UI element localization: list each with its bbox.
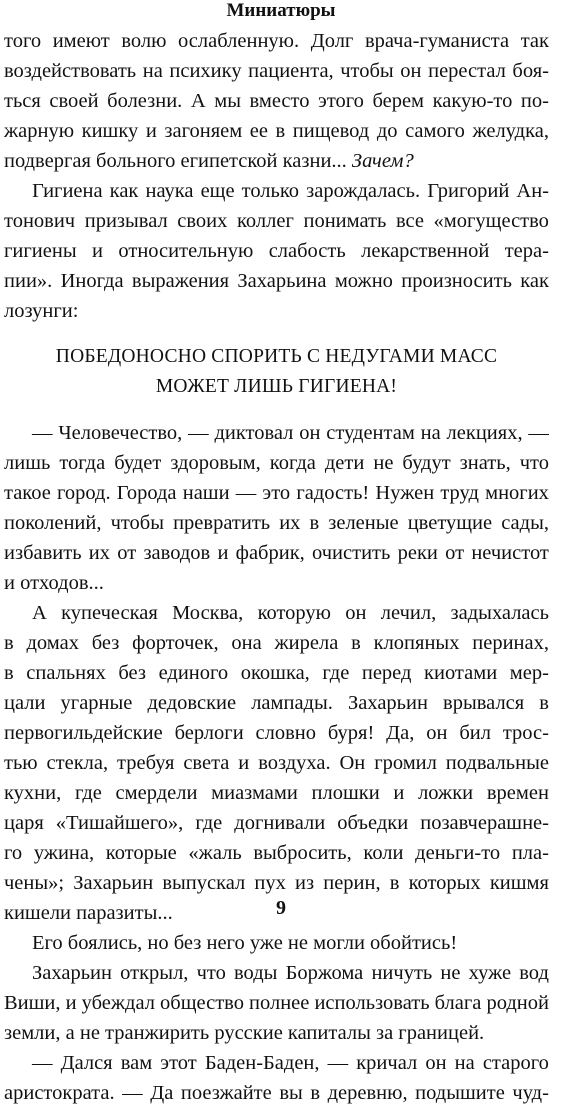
word: боя- <box>512 60 549 82</box>
word: которые <box>105 842 177 864</box>
paragraph-gap <box>4 402 549 418</box>
text-line <box>4 598 549 628</box>
text-line <box>4 26 549 56</box>
word: берлоги <box>174 722 244 744</box>
word: здоровым, <box>170 452 261 474</box>
word: гигиены <box>4 240 77 262</box>
word: на <box>420 422 441 444</box>
word: чтобы <box>340 60 394 82</box>
word: перестал <box>428 60 506 82</box>
word: еще <box>200 180 235 202</box>
word: вам <box>120 1052 153 1074</box>
word: превратить <box>173 512 271 534</box>
word: клопяных <box>373 632 460 654</box>
word: призывал <box>84 210 168 232</box>
word: первогильдейские <box>4 722 163 744</box>
word: Да, <box>386 722 415 744</box>
text-line <box>4 988 549 1018</box>
slogan-line <box>4 372 549 402</box>
word: словно <box>255 722 317 744</box>
body-text <box>4 26 549 1108</box>
text-line <box>4 628 549 658</box>
word: желудка, <box>472 120 549 142</box>
text-line <box>4 448 549 478</box>
text-line <box>4 266 549 296</box>
word: домах <box>26 632 79 654</box>
text-line <box>4 748 549 778</box>
word: где <box>74 782 102 804</box>
text-line <box>4 658 549 688</box>
word: блага <box>434 992 482 1014</box>
word: кишмя <box>489 872 549 894</box>
text-line <box>4 928 549 958</box>
word: — <box>188 422 209 444</box>
word: без <box>91 632 120 654</box>
word: и <box>145 120 157 142</box>
word: громил <box>374 752 437 774</box>
word: Дался <box>60 1052 113 1074</box>
text-line <box>4 56 549 86</box>
word: чуд- <box>512 1082 549 1104</box>
text-line <box>4 808 549 838</box>
word: старого <box>482 1052 549 1074</box>
word: которую <box>257 602 331 624</box>
text-line <box>4 958 549 988</box>
word: использовать <box>314 992 430 1014</box>
word: когда <box>269 452 316 474</box>
word: будут <box>402 452 451 474</box>
word: врача-гуманиста <box>364 30 510 52</box>
word: Долг <box>310 30 354 52</box>
word: наука <box>145 180 194 202</box>
word: трос- <box>502 722 549 744</box>
word: будет <box>114 452 162 474</box>
word: требуя <box>117 752 175 774</box>
text-line <box>4 86 549 116</box>
word: Города <box>116 482 177 504</box>
word: в <box>310 1082 321 1104</box>
word: как <box>109 180 139 202</box>
word: их <box>88 542 111 564</box>
paragraph-gap <box>4 326 549 342</box>
word: труд <box>440 482 479 504</box>
word: коллег <box>237 210 294 232</box>
word: киотами <box>424 662 498 684</box>
word: мы <box>214 90 241 112</box>
line-text: земли, а не транжирить русские капиталы за границей. <box>4 1022 485 1044</box>
word: пла- <box>511 842 549 864</box>
word: так <box>520 30 549 52</box>
word: поезжайте <box>180 1082 272 1104</box>
word: лекциях, <box>446 422 523 444</box>
word: лампады. <box>251 692 333 714</box>
word: Захарьин <box>73 872 154 894</box>
word: цветущие <box>407 512 493 534</box>
word: в <box>351 632 361 654</box>
word: воды <box>234 962 278 984</box>
word: выражения <box>131 270 230 292</box>
word: она <box>231 632 262 654</box>
word: этот <box>160 1052 197 1074</box>
word: А <box>32 602 47 624</box>
word: какую-то <box>432 90 513 112</box>
word: Гигиена <box>32 180 103 202</box>
word: стекла, <box>46 752 109 774</box>
running-head: Миниатюры <box>226 0 336 21</box>
word: мер- <box>509 662 549 684</box>
word: сады, <box>501 512 549 534</box>
word: можно <box>334 270 393 292</box>
word: очистить <box>312 542 391 564</box>
word: смердели <box>115 782 198 804</box>
word: что <box>519 452 549 474</box>
word: «Тишайшего», <box>55 812 184 834</box>
word: Баден-Баден, <box>204 1052 320 1074</box>
word: без <box>118 662 146 684</box>
word: студентам <box>326 422 415 444</box>
word: от <box>445 542 465 564</box>
word: аристократа. <box>4 1082 115 1104</box>
word: ужина, <box>33 842 95 864</box>
word: жирела <box>274 632 339 654</box>
word: диктовал <box>214 422 294 444</box>
word: кричал <box>356 1052 418 1074</box>
word: город. <box>57 482 111 504</box>
word: позавчерашне- <box>420 812 549 834</box>
word: ться <box>4 90 41 112</box>
word: ослабленную. <box>178 30 300 52</box>
word: пациента, <box>248 60 334 82</box>
word: из <box>295 872 315 894</box>
word: угарные <box>60 692 133 714</box>
word: он <box>425 1052 447 1074</box>
text-line <box>4 116 549 146</box>
line-text: подвергая больного египетской казни... <box>4 150 352 172</box>
word: хуже <box>468 962 512 984</box>
word: спальнях <box>26 662 106 684</box>
word: только <box>241 180 300 202</box>
word: самого <box>405 120 465 142</box>
word: дети <box>324 452 365 474</box>
word: своих <box>177 210 228 232</box>
word: на <box>142 60 163 82</box>
word: Нужен <box>375 482 435 504</box>
word: в <box>309 512 320 534</box>
word: и <box>92 240 103 262</box>
word: деньги-то <box>415 842 501 864</box>
word: го <box>4 842 23 864</box>
word: царя <box>4 812 44 834</box>
word: чтобы <box>110 512 165 534</box>
word: — <box>528 422 549 444</box>
word: многих <box>485 482 549 504</box>
word: Виши, <box>4 992 61 1014</box>
word: он <box>426 722 448 744</box>
word: догнивали <box>234 812 326 834</box>
word: единого <box>158 662 229 684</box>
word: лишь <box>4 452 51 474</box>
text-line <box>4 838 549 868</box>
word: деревню, <box>327 1082 408 1104</box>
word: понимать <box>303 210 387 232</box>
word: и <box>217 542 229 564</box>
word: их <box>279 512 301 534</box>
word: что <box>196 962 226 984</box>
word: тонович <box>4 210 76 232</box>
word: Захарьин <box>32 962 112 984</box>
word: в <box>539 692 549 714</box>
word: и <box>238 752 250 774</box>
text-line <box>4 538 549 568</box>
word: Захарьина <box>237 270 327 292</box>
word: нечистот <box>471 542 549 564</box>
word: поколений, <box>4 512 102 534</box>
word: он <box>400 60 422 82</box>
word: пищевод <box>292 120 370 142</box>
word: окошка, <box>240 662 310 684</box>
page-number: 9 <box>276 897 286 919</box>
word: бил <box>459 722 491 744</box>
text-line <box>4 146 549 176</box>
word: родной <box>486 992 549 1014</box>
word: вод <box>519 962 549 984</box>
word: полнее <box>249 992 310 1014</box>
word: как <box>520 270 549 292</box>
word: это <box>262 482 291 504</box>
text-line <box>4 1048 549 1078</box>
word: объедки <box>337 812 409 834</box>
word: — <box>327 1052 349 1074</box>
text-line <box>4 718 549 748</box>
word: убеждал <box>81 992 155 1014</box>
word: открыл, <box>120 962 189 984</box>
word: своей <box>49 90 99 112</box>
word: в <box>4 632 14 654</box>
word: тера- <box>504 240 549 262</box>
word: в <box>275 120 286 142</box>
word: загоняем <box>164 120 243 142</box>
word: в <box>4 662 14 684</box>
word: от <box>117 542 137 564</box>
word: наши <box>182 482 230 504</box>
word: на <box>454 1052 475 1074</box>
word: гадость! <box>296 482 370 504</box>
text-line <box>4 296 549 326</box>
word: — <box>32 422 53 444</box>
text-line <box>4 508 549 538</box>
word: перин, <box>323 872 381 894</box>
word: Иногда <box>60 270 124 292</box>
word: знать, <box>459 452 511 474</box>
line-text: МОЖЕТ ЛИШЬ ГИГИЕНА! <box>155 376 398 397</box>
word: подышите <box>415 1082 505 1104</box>
word: А <box>190 90 206 112</box>
word: купеческая <box>61 602 158 624</box>
line-text: Его боялись, но без него уже не могли обойтись! <box>32 932 458 954</box>
word: Человечество, <box>58 422 183 444</box>
word: такое <box>4 482 51 504</box>
word: и <box>65 992 77 1014</box>
word: зарождалась. <box>306 180 421 202</box>
text-line <box>4 868 549 898</box>
word: — <box>122 1082 143 1104</box>
word: вместо <box>249 90 310 112</box>
word: ее <box>249 120 268 142</box>
word: цали <box>4 692 46 714</box>
word: выбросить, <box>253 842 352 864</box>
word: не <box>373 452 394 474</box>
word: общество <box>160 992 244 1014</box>
word: ничуть <box>371 962 433 984</box>
word: воздействовать <box>4 60 137 82</box>
text-line <box>4 176 549 206</box>
text-line <box>4 778 549 808</box>
line-text: и отходов... <box>4 572 104 594</box>
word: не <box>440 962 461 984</box>
word: Да <box>150 1082 174 1104</box>
word: кухни, <box>4 782 62 804</box>
word: задыхалась <box>450 602 549 624</box>
word: того <box>4 30 42 52</box>
word: Он <box>339 752 366 774</box>
word: имеют <box>52 30 110 52</box>
word: форточек, <box>132 632 219 654</box>
word: зеленые <box>328 512 399 534</box>
line-text: лозунги: <box>4 300 79 322</box>
word: света <box>183 752 230 774</box>
word: кишку <box>81 120 139 142</box>
word: — <box>235 482 257 504</box>
word: в <box>389 872 400 894</box>
word: реки <box>397 542 438 564</box>
word: «жаль <box>188 842 242 864</box>
word: психику <box>169 60 242 82</box>
word: ложки <box>418 782 474 804</box>
line-text: ПОБЕДОНОСНО СПОРИТЬ С НЕДУГАМИ МАСС <box>55 346 498 367</box>
word: волю <box>121 30 167 52</box>
word: вы <box>279 1082 303 1104</box>
word: этого <box>318 90 364 112</box>
text-line <box>4 478 549 508</box>
word: чены»; <box>4 872 65 894</box>
word: фабрик, <box>235 542 305 564</box>
word: слабость <box>268 240 346 262</box>
word: берем <box>372 90 425 112</box>
word: произносить <box>401 270 512 292</box>
word: Захарьин <box>347 692 428 714</box>
word: болезни. <box>107 90 183 112</box>
word: выпускал <box>162 872 246 894</box>
text-line <box>4 206 549 236</box>
word: пии». <box>4 270 53 292</box>
word: избавить <box>4 542 82 564</box>
word: Ан- <box>516 180 549 202</box>
word: которых <box>408 872 481 894</box>
word: где <box>195 812 223 834</box>
word: все <box>395 210 424 232</box>
word: тью <box>4 752 38 774</box>
word: он <box>299 422 321 444</box>
word: где <box>322 662 350 684</box>
line-text: кишели паразиты... <box>4 902 173 924</box>
text-line <box>4 688 549 718</box>
word: времен <box>486 782 549 804</box>
word: плошки <box>311 782 380 804</box>
word: Москва, <box>172 602 244 624</box>
word: до <box>376 120 398 142</box>
word: и <box>393 782 405 804</box>
word: пух <box>254 872 286 894</box>
word: подвальные <box>445 752 549 774</box>
text-line <box>4 236 549 266</box>
word: он <box>345 602 367 624</box>
text-line <box>4 568 549 598</box>
word: заводов <box>143 542 211 564</box>
word: перед <box>361 662 412 684</box>
text-line <box>4 1078 549 1108</box>
word: тогда <box>59 452 106 474</box>
word: перинах, <box>472 632 549 654</box>
word: по- <box>520 90 549 112</box>
word: — <box>32 1052 53 1074</box>
word: буря! <box>327 722 375 744</box>
italic-emphasis: Зачем? <box>351 150 414 172</box>
word: коли <box>363 842 404 864</box>
word: жарную <box>4 120 75 142</box>
word: лекарственной <box>361 240 490 262</box>
word: относительную <box>118 240 254 262</box>
word: Григорий <box>427 180 510 202</box>
slogan-line <box>4 342 549 372</box>
word: воздуха. <box>258 752 331 774</box>
word: миазмами <box>211 782 298 804</box>
word: «могущество <box>433 210 549 232</box>
word: Боржома <box>285 962 364 984</box>
text-line <box>4 418 549 448</box>
text-line <box>4 1018 549 1048</box>
word: врывался <box>443 692 525 714</box>
word: дедовские <box>147 692 237 714</box>
word: лечил, <box>380 602 437 624</box>
